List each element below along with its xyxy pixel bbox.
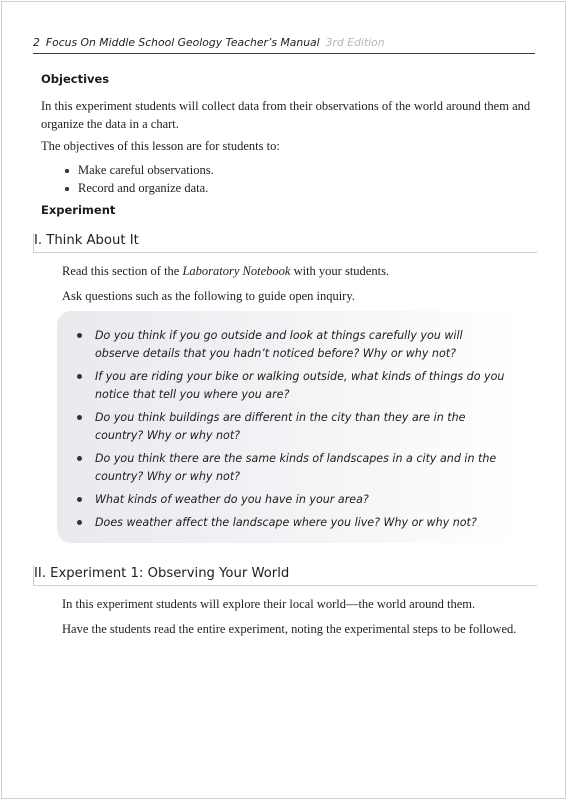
inquiry-question-list xyxy=(76,327,506,537)
objectives-heading: Objectives xyxy=(41,72,110,86)
inquiry-question: Do you think if you go outside and look at things carefully you will observe details that you hadn’t noticed before? Why or why not? xyxy=(76,327,506,363)
running-header xyxy=(33,36,535,54)
section-heading-label: II. Experiment 1: Observing Your World xyxy=(34,566,290,581)
page-number: 2 xyxy=(33,36,40,49)
ask-questions-text: Ask questions such as the following to guide open inquiry. xyxy=(62,289,355,303)
section-heading-think-about-it xyxy=(33,233,537,253)
inquiry-question: Do you think buildings are different in the city than they are in the country? Why or why not? xyxy=(76,409,506,445)
objectives-intro: In this experiment students will collect data from their observations of the world around them and organize the data in a chart. xyxy=(41,99,531,131)
experiment-1-para-2: Have the students read the entire experiment, noting the experimental steps to be followed. xyxy=(62,622,517,636)
section-heading-experiment-1 xyxy=(33,566,537,586)
inquiry-question: Does weather affect the landscape where you live? Why or why not? xyxy=(76,514,506,532)
section-heading-label: I. Think About It xyxy=(34,233,139,248)
inquiry-question: If you are riding your bike or walking outside, what kinds of things do you notice that tell you where you are? xyxy=(76,368,506,404)
read-section-text xyxy=(62,262,532,280)
inquiry-question: What kinds of weather do you have in your area? xyxy=(76,491,506,509)
objectives-lead-in: The objectives of this lesson are for students to: xyxy=(41,139,280,153)
experiment-heading: Experiment xyxy=(41,203,116,217)
notebook-title: Laboratory Notebook xyxy=(182,264,291,278)
book-title: Focus On Middle School Geology Teacher’s Manual xyxy=(45,36,320,49)
read-suffix: with your students. xyxy=(290,264,390,278)
list-item: Record and organize data. xyxy=(63,179,214,197)
objectives-list xyxy=(63,161,214,197)
edition-label: 3rd Edition xyxy=(325,36,385,49)
list-item: Make careful observations. xyxy=(63,161,214,179)
experiment-1-para-1: In this experiment students will explore their local world—the world around them. xyxy=(62,597,476,611)
header-rule xyxy=(33,53,535,54)
read-prefix: Read this section of the xyxy=(62,264,183,278)
inquiry-question: Do you think there are the same kinds of landscapes in a city and in the country? Why or why not? xyxy=(76,450,506,486)
